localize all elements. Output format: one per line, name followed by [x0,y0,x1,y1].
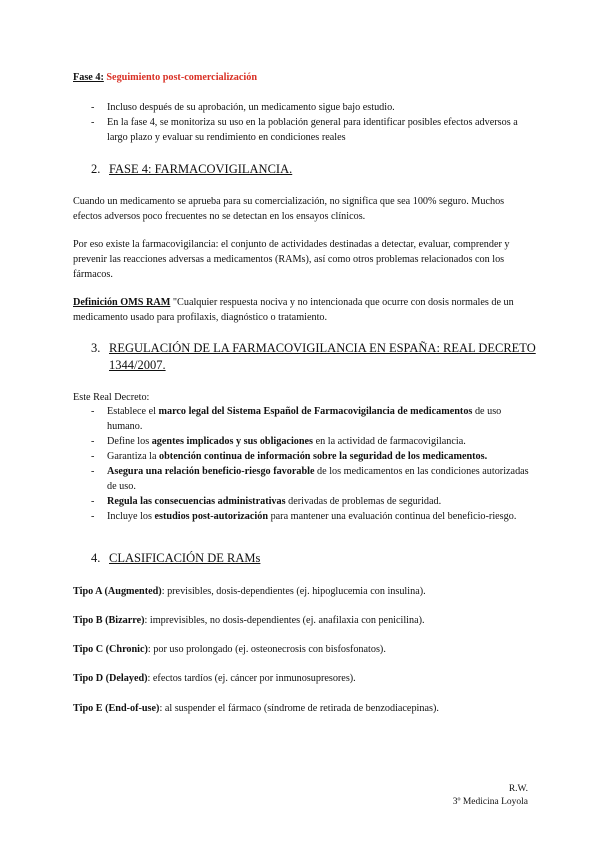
ram-type-text: : previsibles, dosis-dependientes (ej. hipoglucemia con insulina). [161,586,426,597]
list-item [73,464,535,494]
section4-title: CLASIFICACIÓN DE RAMs [109,551,261,565]
item-text: en la actividad de farmacovigilancia. [313,436,466,447]
section2-paragraph-1: Cuando un medicamento se aprueba para su comercialización, no significa que sea 100% seguro. Muchos efectos adversos poco frecuentes no se detectan en los ensayos clínicos. [73,196,505,222]
ram-type-b [73,613,535,628]
ram-type-text: : al suspender el fármaco (síndrome de retirada de benzodiacepinas). [159,703,439,714]
item-bold-text: Regula las consecuencias administrativas [107,496,286,507]
item-text: Define los [107,436,152,447]
ram-type-c [73,642,535,657]
fase4-title: Seguimiento post-comercialización [106,72,258,83]
footer-initials: R.W. [508,784,528,794]
item-text: Garantiza la [107,451,160,462]
section2-title: FASE 4: FARMACOVIGILANCIA. [109,162,293,176]
ram-type-label: Tipo D (Delayed) [73,673,148,684]
section2-paragraph-2: Por eso existe la farmacovigilancia: el conjunto de actividades destinadas a detectar, evaluar, comprender y prevenir las reacciones adversas a medicamentos (RAMs), así como otros problemas relacionados con los fármacos. [73,239,510,280]
oms-definition-text: "Cualquier respuesta nociva y no intencionada que ocurre con dosis normales de un medicamento usado para profilaxis, diagnóstico o tratamiento. [73,297,514,323]
item-text: para mantener una evaluación continua del beneficio-riesgo. [268,511,517,522]
fase4-heading [73,70,257,85]
item-text: derivadas de problemas de seguridad. [285,496,442,507]
fase4-list [73,100,535,145]
fase4-label: Fase 4: [73,72,104,83]
list-item [73,509,535,524]
list-item [73,434,535,449]
ram-type-label: Tipo A (Augmented) [73,586,162,597]
list-item [73,404,535,434]
ram-type-label: Tipo B (Bizarre) [73,615,145,626]
item-bold-text: agentes implicados y sus obligaciones [151,436,314,447]
section3-intro: Este Real Decreto: [73,392,150,403]
ram-type-text: : efectos tardíos (ej. cáncer por inmunosupresores). [147,673,356,684]
item-bold-text: Asegura una relación beneficio-riesgo favorable [107,466,315,477]
list-item [73,494,535,509]
footer [453,783,528,809]
footer-course: 3º Medicina Loyola [452,797,528,807]
section2-number: 2. [91,162,101,176]
ram-type-text: : por uso prolongado (ej. osteonecrosis con bisfosfonatos). [147,644,386,655]
list-item: - Incluso después de su aprobación, un medicamento sigue bajo estudio. [73,100,535,115]
item-bold-text: estudios post-autorización [154,511,269,522]
item-text: Establece el [107,406,159,417]
section3-number: 3. [91,341,101,355]
list-item [73,449,535,464]
oms-definition [73,295,535,325]
list-item: - En la fase 4, se monitoriza su uso en la población general para identificar posibles efectos adversos a largo plazo y evaluar su rendimiento en condiciones reales [73,115,535,145]
item-text: de los medicamentos en las condiciones autorizadas de uso. [107,466,529,492]
ram-type-e [73,701,535,716]
oms-definition-label: Definición OMS RAM [73,297,171,308]
section4-number: 4. [91,551,101,565]
item-bold-text: marco legal del Sistema Español de Farmacovigilancia de medicamentos [158,406,473,417]
item-bold-text: obtención continua de información sobre la seguridad de los medicamentos. [159,451,488,462]
item-text: Incluye los [107,511,155,522]
section3-list [73,404,535,524]
item-text: de uso humano. [107,406,502,432]
ram-type-d [73,671,535,686]
ram-type-label: Tipo C (Chronic) [73,644,148,655]
ram-type-a [73,584,535,599]
ram-type-label: Tipo E (End-of-use) [73,703,160,714]
section3-title: REGULACIÓN DE LA FARMACOVIGILANCIA EN ESPAÑA: REAL DECRETO 1344/2007. [109,341,536,372]
ram-type-text: : imprevisibles, no dosis-dependientes (ej. anafilaxia con penicilina). [144,615,425,626]
